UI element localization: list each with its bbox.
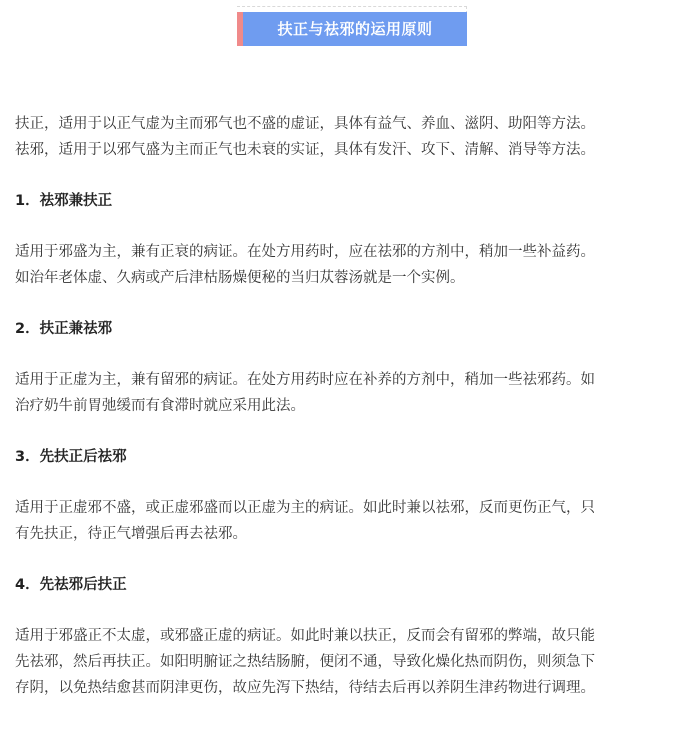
section-line: 存阴，以免热结愈甚而阴津更伤，故应先泻下热结，待结去后再以养阴生津药物进行调理。 (15, 680, 595, 696)
section-line: 适用于正虚为主，兼有留邪的病证。在处方用药时应在补养的方剂中，稍加一些祛邪药。如 (15, 372, 595, 388)
article-body (15, 111, 695, 701)
section-heading: 1．祛邪兼扶正 (15, 193, 113, 209)
section-line: 适用于邪盛为主，兼有正衰的病证。在处方用药时，应在祛邪的方剂中，稍加一些补益药。 (15, 244, 595, 260)
page-title: 扶正与祛邪的运用原则 (243, 12, 467, 46)
section-line: 适用于邪盛正不太虚，或邪盛正虚的病证。如此时兼以扶正，反而会有留邪的弊端，故只能 (15, 628, 595, 644)
section-line: 治疗奶牛前胃弛缓而有食滞时就应采用此法。 (15, 398, 305, 414)
section-heading: 4．先祛邪后扶正 (15, 577, 127, 593)
section-line: 有先扶正，待正气增强后再去祛邪。 (15, 526, 247, 542)
section-heading: 2．扶正兼祛邪 (15, 321, 113, 337)
section-line: 如治年老体虚、久病或产后津枯肠燥便秘的当归苁蓉汤就是一个实例。 (15, 270, 465, 286)
section-line: 先祛邪，然后再扶正。如阳明腑证之热结肠腑，便闭不通，导致化燥化热而阴伤，则须急下 (15, 654, 595, 670)
intro-line: 扶正，适用于以正气虚为主而邪气也不盛的虚证，具体有益气、养血、滋阴、助阳等方法。 (15, 116, 595, 132)
intro-line: 祛邪，适用于以邪气盛为主而正气也未衰的实证，具体有发汗、攻下、清解、消导等方法。 (15, 142, 595, 158)
title-banner (237, 6, 469, 46)
section-heading: 3．先扶正后祛邪 (15, 449, 127, 465)
section-line: 适用于正虚邪不盛，或正虚邪盛而以正虚为主的病证。如此时兼以祛邪，反而更伤正气，只 (15, 500, 595, 516)
